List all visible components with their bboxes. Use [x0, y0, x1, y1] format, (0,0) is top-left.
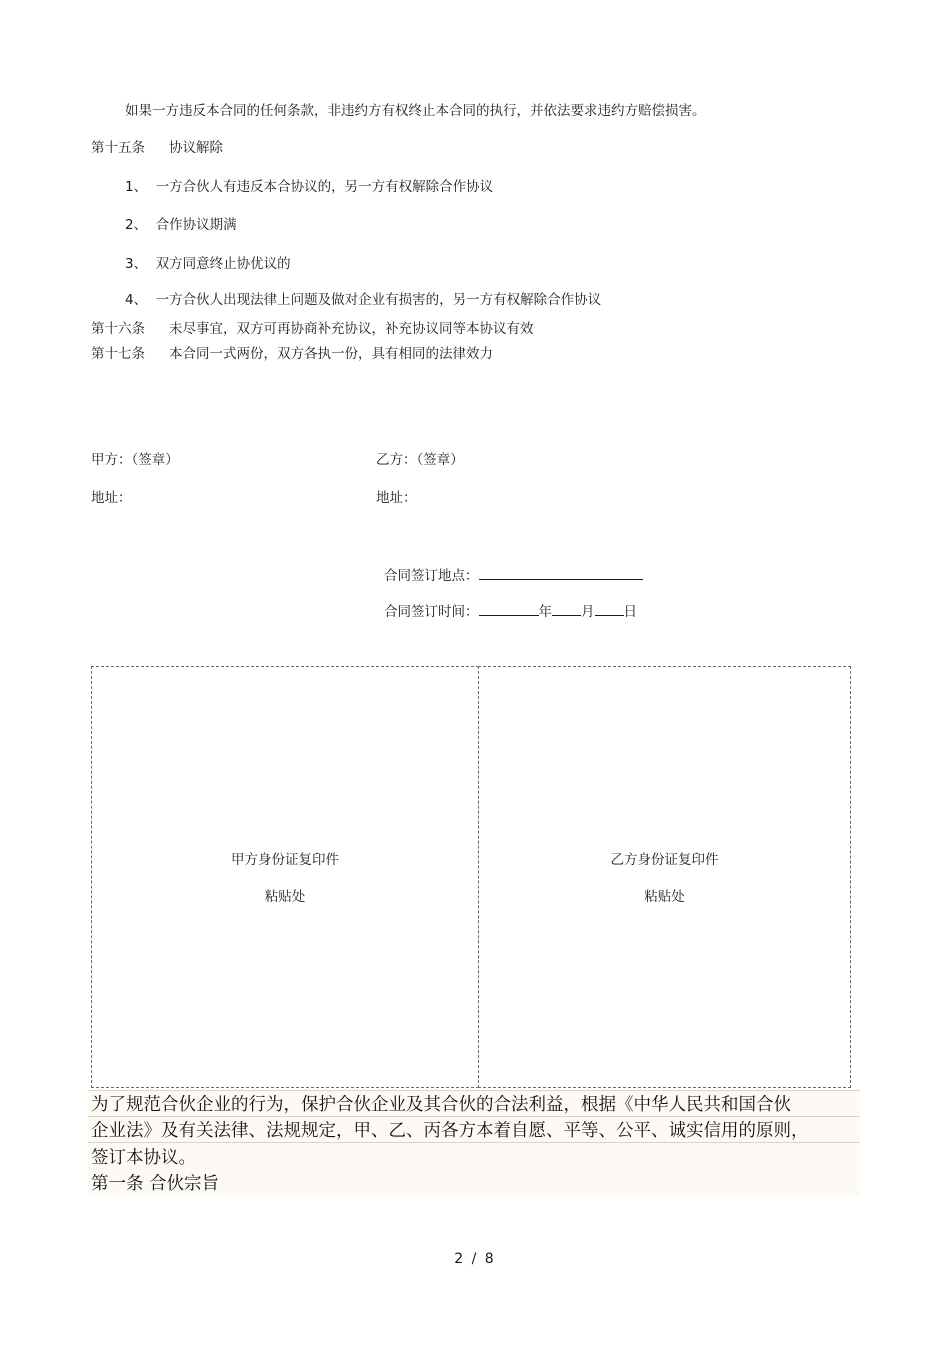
article-17-text: 本合同一式两份，双方各执一份，具有相同的法律效力 [169, 346, 493, 362]
year-blank [479, 603, 539, 616]
item-number: 1、 [125, 179, 148, 195]
article-17 [91, 346, 493, 362]
article-15-item [125, 179, 493, 195]
signing-time [384, 603, 637, 620]
party-b-id-paste-box [478, 666, 851, 1088]
excerpt-line: 第一条 合伙宗旨 [91, 1174, 220, 1194]
party-a-id-title: 甲方身份证复印件 [231, 852, 339, 868]
item-number: 3、 [125, 256, 148, 272]
month-blank [552, 603, 581, 616]
party-a-id-sub: 粘贴处 [264, 889, 306, 905]
day-blank [595, 603, 624, 616]
year-label: 年 [538, 604, 552, 620]
article-17-number: 第十七条 [91, 346, 145, 362]
party-a-sign-label: 甲方：（签章） [91, 452, 179, 468]
item-text: 合作协议期满 [155, 217, 237, 233]
article-15-title: 协议解除 [169, 140, 223, 156]
signing-place-label: 合同签订地点： [384, 568, 479, 584]
party-a-address-label: 地址： [91, 490, 132, 506]
item-number: 2、 [125, 217, 148, 233]
party-b-id-title: 乙方身份证复印件 [610, 852, 719, 868]
article-16 [91, 321, 534, 337]
violation-paragraph: 如果一方违反本合同的任何条款，非违约方有权终止本合同的执行，并依法要求违约方赔偿损害。 [125, 103, 706, 119]
item-number: 4、 [125, 292, 148, 308]
article-15-item [125, 256, 291, 272]
excerpt-line: 为了规范合伙企业的行为，保护合伙企业及其合伙的合法利益，根据《中华人民共和国合伙 [91, 1095, 791, 1115]
signing-place-blank [479, 567, 643, 580]
article-15-heading [91, 140, 223, 156]
article-15-item [125, 217, 237, 233]
item-text: 一方合伙人出现法律上问题及做对企业有损害的，另一方有权解除合作协议 [155, 292, 602, 308]
article-16-number: 第十六条 [91, 321, 145, 337]
item-text: 双方同意终止协优议的 [155, 256, 291, 272]
party-b-address-label: 地址： [376, 490, 417, 506]
item-text: 一方合伙人有违反本合协议的，另一方有权解除合作协议 [155, 179, 494, 195]
party-a-id-paste-box [91, 666, 479, 1088]
article-15-item [125, 292, 601, 308]
article-15-number: 第十五条 [91, 140, 145, 156]
month-label: 月 [581, 604, 595, 620]
page-number: 2 / 8 [454, 1251, 496, 1267]
party-b-sign-label: 乙方：（签章） [376, 452, 464, 468]
excerpt-line: 签订本协议。 [91, 1148, 196, 1168]
party-b-id-sub: 粘贴处 [644, 889, 685, 905]
article-16-text: 未尽事宜，双方可再协商补充协议，补充协议同等本协议有效 [169, 321, 534, 337]
signing-place [384, 567, 643, 584]
signing-time-label: 合同签订时间： [384, 604, 479, 620]
excerpt-line: 企业法》及有关法律、法规规定，甲、乙、丙各方本着自愿、平等、公平、诚实信用的原则， [91, 1121, 809, 1141]
day-label: 日 [623, 604, 637, 620]
